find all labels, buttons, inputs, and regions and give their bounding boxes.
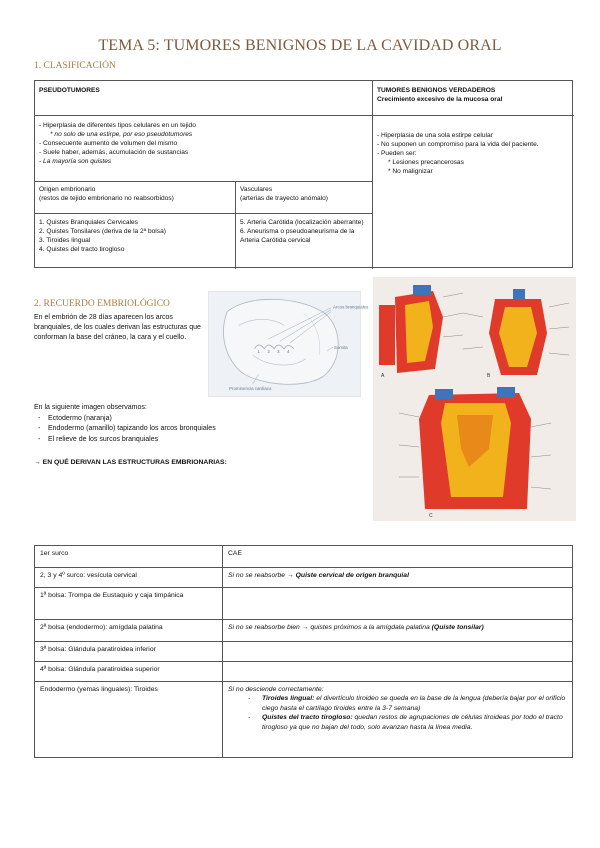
- panel-b-label: B: [487, 373, 491, 379]
- origen-item: 3. Tiroides lingual: [39, 236, 91, 244]
- origen-item: 1. Quistes Branquiales Cervicales: [39, 219, 138, 226]
- observe-item: - Endodermo (amarillo) tapizando los arcos bronquiales: [34, 424, 364, 435]
- arch-number-4: 4: [286, 348, 290, 354]
- origen-item: 4. Quistes del tracto tirogloso: [39, 245, 125, 253]
- verdaderos-subheader: Crecimiento excesivo de la mucosa oral: [377, 95, 503, 103]
- page-title: TEMA 5: TUMORES BENIGNOS DE LA CAVIDAD ORAL: [98, 37, 502, 54]
- arch-number-2: 2: [267, 348, 270, 354]
- embryonic-structures-figure: [373, 277, 576, 521]
- origen-header: Origen embrionario: [39, 186, 96, 193]
- pseudo-item: - Suele haber, además, acumulación de sustancias: [39, 148, 189, 156]
- sub-item-term: Quistes del tracto tirogloso:: [262, 714, 353, 722]
- pseudo-item: - Consecuente aumento de volumen del mismo: [39, 139, 178, 147]
- vasculares-item: 5. Arteria Carótida (localización aberrante): [240, 219, 364, 226]
- table-row: [35, 588, 573, 620]
- vasculares-list: [235, 213, 372, 269]
- pseudo-item: * no solo de una estirpe, por eso pseudotumores: [50, 130, 193, 138]
- observe-intro: En la siguiente imagen observamos:: [34, 404, 147, 411]
- ectoderm-endoderm-drawing: [373, 277, 576, 521]
- pseudo-item: - Hiperplasia de diferentes tipos celulares en un tejido: [39, 122, 196, 129]
- sub-item-text: el divertículo tiroideo se queda en la base de la lengua (debería bajar por el orificio ciego hasta el cartílago tiroides entre la 3-7 semana): [262, 695, 566, 712]
- arch-number-3: 3: [277, 348, 280, 354]
- derivation-text: Si no se reabsorbe →: [228, 572, 294, 579]
- vasculares-subheader: (arterias de trayecto anómalo): [240, 194, 328, 202]
- row-structure: 3ª bolsa: Glándula paratiroidea inferior: [35, 642, 223, 662]
- observe-item: - Ectodermo (naranja): [34, 414, 364, 425]
- row-derivation: [223, 642, 573, 662]
- row-derivation: [223, 588, 573, 620]
- classification-table: [34, 80, 573, 268]
- observe-item: - El relieve de los surcos branquiales: [34, 435, 364, 446]
- sub-item-text: quedan restos de agrupaciones de células tiroideas por todo el tracto tirogloso ya que no bajan del todo, solo avanzan hasta la línea media.: [262, 714, 563, 731]
- embryo-drawing: [209, 292, 369, 396]
- row-structure: 2, 3 y 4º surco: vesícula cervical: [35, 568, 223, 588]
- origen-embrionario-header-cell: [35, 181, 235, 213]
- table-row: [35, 642, 573, 662]
- somita-label: Somita: [334, 344, 348, 350]
- verdaderos-header: TUMORES BENIGNOS VERDADEROS: [377, 87, 496, 94]
- panel-a-drawing: [379, 285, 463, 373]
- derivation-sub-list: [228, 694, 567, 732]
- section-heading-embriologico: 2. RECUERDO EMBRIOLÓGICO: [34, 299, 170, 309]
- origen-list: [35, 213, 235, 269]
- vasculares-header-cell: [235, 181, 372, 213]
- row-derivation: [223, 682, 573, 758]
- vasculares-header: Vasculares: [240, 186, 273, 193]
- row-structure: Endodermo (yemas linguales): Tiroides: [35, 682, 223, 758]
- derivation-sub-item: [228, 713, 567, 732]
- pseudotumores-description: [35, 115, 372, 181]
- table-row: [35, 568, 573, 588]
- section-heading-clasificacion: 1. CLASIFICACIÓN: [34, 61, 116, 71]
- pseudo-item: - La mayoría son quistes: [39, 157, 112, 165]
- pseudotumores-header: PSEUDOTUMORES: [39, 87, 100, 94]
- row-derivation: [223, 620, 573, 642]
- verdaderos-item: - Hiperplasia de una sola estirpe celular: [377, 132, 493, 139]
- embryology-intro: En el embrión de 28 días aparecen los arcos branquiales, de los cuales derivan las estructuras que conforman la base del cráneo, la cara y el cuello.: [34, 314, 201, 342]
- panel-b-drawing: [463, 289, 569, 375]
- arch-number-1: 1: [257, 348, 260, 354]
- prominencia-cardiaca-label: Prominencia cardiaca: [229, 386, 272, 392]
- derivation-result: (Quiste tonsilar): [431, 624, 484, 631]
- derivation-table: [34, 545, 573, 758]
- observe-list: [34, 403, 364, 445]
- row-derivation: CAE: [223, 546, 573, 568]
- derivation-text: Si no desciende correctamente:: [228, 686, 324, 693]
- origen-subheader: (restos de tejido embrionario no reabsorbidos): [39, 194, 174, 202]
- panel-c-label: C: [429, 513, 433, 519]
- verdaderos-item: - No suponen un compromiso para la vida del paciente.: [377, 140, 539, 148]
- table-row: [35, 662, 573, 682]
- row-derivation: [223, 568, 573, 588]
- sub-item-term: Tiroides lingual:: [262, 695, 315, 703]
- origen-item: 2. Quistes Tonsilares (deriva de la 2ª bolsa): [39, 227, 166, 235]
- table-row: [35, 546, 573, 568]
- verdaderos-item: - Pueden ser:: [377, 149, 417, 157]
- vasculares-item: 6. Aneurisma o pseudoaneurisma de la Arteria Carótida cervical: [240, 227, 355, 244]
- row-structure: 1er surco: [35, 546, 223, 568]
- embryo-illustration: [208, 291, 369, 397]
- row-structure: 4ª bolsa: Glándula paratiroidea superior: [35, 662, 223, 682]
- row-structure: 2ª bolsa (endodermo): amígdala palatina: [35, 620, 223, 642]
- table-row: [35, 682, 573, 758]
- panel-a-label: A: [381, 373, 385, 379]
- derive-heading: → EN QUÉ DERIVAN LAS ESTRUCTURAS EMBRIONARIAS:: [34, 459, 227, 466]
- verdaderos-item: * No malignizar: [388, 167, 433, 175]
- table-row: [35, 620, 573, 642]
- row-structure: 1ª bolsa: Trompa de Eustaquio y caja timpánica: [35, 588, 223, 620]
- derivation-text: Si no se reabsorbe bien → quistes próximos a la amígdala palatina: [228, 624, 430, 631]
- panel-c-drawing: [399, 387, 551, 509]
- verdaderos-description: [372, 115, 574, 269]
- derivation-result: Quiste cervical de origen branquial: [295, 572, 409, 579]
- verdaderos-item: * Lesiones precancerosas: [388, 158, 464, 166]
- row-derivation: [223, 662, 573, 682]
- derivation-sub-item: [228, 694, 567, 713]
- verdaderos-header-cell: [372, 81, 574, 115]
- arcos-branquiales-label: Arcos branquiales: [333, 304, 369, 310]
